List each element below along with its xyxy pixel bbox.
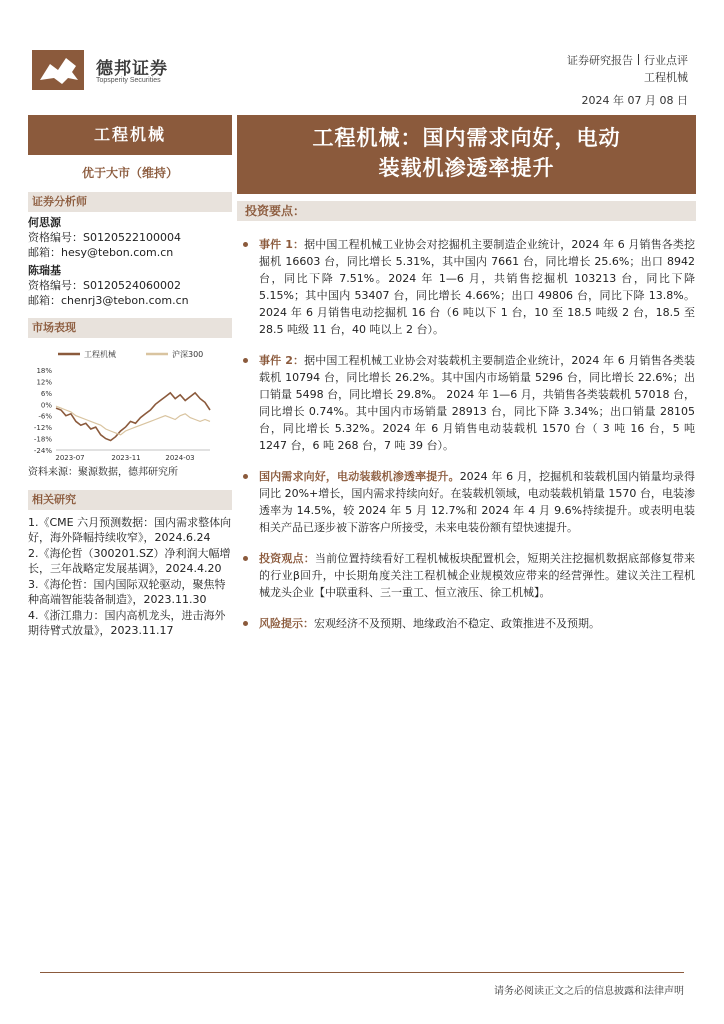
analyst-section-header: 证券分析师	[28, 192, 232, 212]
sector-title: 工程机械	[28, 115, 232, 155]
report-title-line2: 装载机渗透率提升	[378, 156, 555, 180]
market-section-header: 市场表现	[28, 318, 232, 338]
left-sidebar	[28, 115, 232, 639]
point-item	[243, 236, 695, 338]
point-text: 2024 年 6 月，挖掘机和装载机国内销量均录得同比 20%+增长，国内需求持续向好。在装载机领域，电动装载机销量 1570 台，电装渗透率为 14.5%，较 2024 年 5 月 12.7%和 2024 年 4 月 9.6%持续提升。或表明电装相关产品已逐步被下游客户所接受，未来电装份额有望快速提升。	[259, 470, 696, 534]
bullet-icon	[243, 474, 248, 479]
point-lead: 事件 1：	[259, 238, 305, 251]
related-research-list	[28, 515, 232, 638]
report-title	[237, 115, 696, 194]
company-logo	[32, 50, 182, 92]
logo-mark-icon	[32, 50, 84, 90]
point-item	[243, 550, 695, 601]
analyst-block	[28, 216, 232, 308]
report-type-block	[567, 52, 688, 86]
market-chart-svg	[28, 342, 232, 466]
chart-source: 资料来源：聚源数据，德邦研究所	[28, 467, 178, 478]
point-item	[243, 468, 695, 536]
analyst-email[interactable]: 邮箱：chenrj3@tebon.com.cn	[28, 294, 189, 307]
divider	[638, 54, 639, 65]
related-research-item[interactable]: 1.《CME 六月预测数据：国内需求整体向好，海外降幅持续收窄》，2024.6.24	[28, 516, 232, 544]
bullet-icon	[243, 556, 248, 561]
y-tick-label: -6%	[38, 412, 52, 421]
legend-label: 工程机械	[84, 350, 116, 359]
y-tick-label: 0%	[40, 401, 52, 410]
point-item	[243, 615, 695, 632]
analyst-cert: 资格编号：S0120524060002	[28, 279, 181, 292]
related-section-header: 相关研究	[28, 490, 232, 510]
related-research-item[interactable]: 4.《浙江鼎力：国内高机龙头，进击海外期待臂式放量》，2023.11.17	[28, 609, 226, 637]
analyst-name: 陈瑞基	[28, 264, 61, 277]
point-lead: 事件 2：	[259, 354, 305, 367]
y-tick-label: -12%	[33, 424, 52, 433]
report-sector: 工程机械	[644, 71, 688, 84]
investment-points	[243, 236, 695, 646]
related-research-item[interactable]: 3.《海伦哲：国内国际双轮驱动，聚焦特种高端智能装备制造》，2023.11.30	[28, 578, 226, 606]
point-lead: 国内需求向好，电动装载机渗透率提升。	[259, 470, 460, 483]
bullet-icon	[243, 621, 248, 626]
bullet-icon	[243, 242, 248, 247]
footer-disclaimer: 请务必阅读正文之后的信息披露和法律声明	[494, 986, 684, 997]
analyst-cert: 资格编号：S0120522100004	[28, 231, 181, 244]
point-lead: 风险提示：	[259, 617, 314, 630]
y-tick-label: 12%	[36, 378, 52, 387]
series-line-index	[56, 406, 210, 435]
rating: 优于大市（维持）	[81, 166, 178, 180]
y-tick-label: -18%	[33, 435, 52, 444]
report-date: 2024 年 07 月 08 日	[581, 94, 688, 107]
logo-text-cn: 德邦证券	[96, 59, 168, 79]
point-text: 据中国工程机械工业协会对挖掘机主要制造企业统计，2024 年 6 月销售各类挖掘机 16603 台，同比增长 5.31%，其中国内 7661 台，同比增长 25.6%；出口 8942 台，同比下降 7.51%。2024 年 1—6 月，共销售挖掘机 103213 台，同比下降 5.15%；其中国内 53407 台，同比增长 4.66%；出口 49806 台，同比下降 13.8%。2024 年 6 月销售电动挖掘机 16 台（6 吨以下 1 台，10 至 18.5 吨级 2 台，18.5 至 28.5 吨级 11 台，40 吨以上 2 台）。	[259, 238, 696, 336]
investment-points-header: 投资要点：	[237, 201, 696, 221]
analyst-name: 何思源	[28, 216, 61, 229]
logo-text-en: Topsperity Securities	[96, 77, 161, 84]
point-text: 宏观经济不及预期、地缘政治不稳定、政策推进不及预期。	[314, 617, 600, 630]
y-tick-label: -24%	[33, 447, 52, 455]
bullet-icon	[243, 358, 248, 363]
x-tick-label: 2024-03	[165, 454, 195, 462]
report-title-line1: 工程机械：国内需求向好，电动	[312, 126, 621, 150]
market-chart	[28, 342, 232, 466]
report-subtype: 行业点评	[644, 54, 688, 67]
point-text: 当前位置持续看好工程机械板块配置机会，短期关注挖掘机数据底部修复带来的行业β回升，中长期角度关注工程机械企业规模效应带来的经营弹性。建议关注工程机械龙头企业【中联重科、三一重工、恒立液压、徐工机械】。	[259, 552, 695, 599]
x-tick-label: 2023-11	[111, 454, 141, 462]
x-tick-label: 2023-07	[55, 454, 85, 462]
point-lead: 投资观点：	[259, 552, 315, 565]
point-text: 据中国工程机械工业协会对装载机主要制造企业统计，2024 年 6 月销售各类装载机 10794 台，同比增长 26.2%。其中国内市场销量 5296 台，同比增长 22.6%；出口销量 5498 台，同比增长 29.8%。 2024 年 1—6 月，共销售各类装载机 57018 台，同比增长 0.74%。其中国内市场销量 28913 台，同比下降 3.34%；出口销量 28105 台，同比增长 5.32%。2024 年 6 月销售电动装载机 1570 台（ 3 吨 16 台，5 吨 1247 台，6 吨 268 台，7 吨 39 台）。	[259, 354, 696, 452]
y-tick-label: 6%	[40, 389, 52, 398]
footer-divider	[40, 972, 684, 973]
legend-label: 沪深300	[172, 350, 204, 359]
related-research-item[interactable]: 2.《海伦哲（300201.SZ）净利润大幅增长，三年战略定发展基调》，2024.4.20	[28, 547, 231, 575]
report-type: 证券研究报告	[567, 54, 633, 67]
analyst-email[interactable]: 邮箱：hesy@tebon.com.cn	[28, 246, 174, 259]
y-tick-label: 18%	[36, 367, 52, 375]
point-item	[243, 352, 695, 454]
